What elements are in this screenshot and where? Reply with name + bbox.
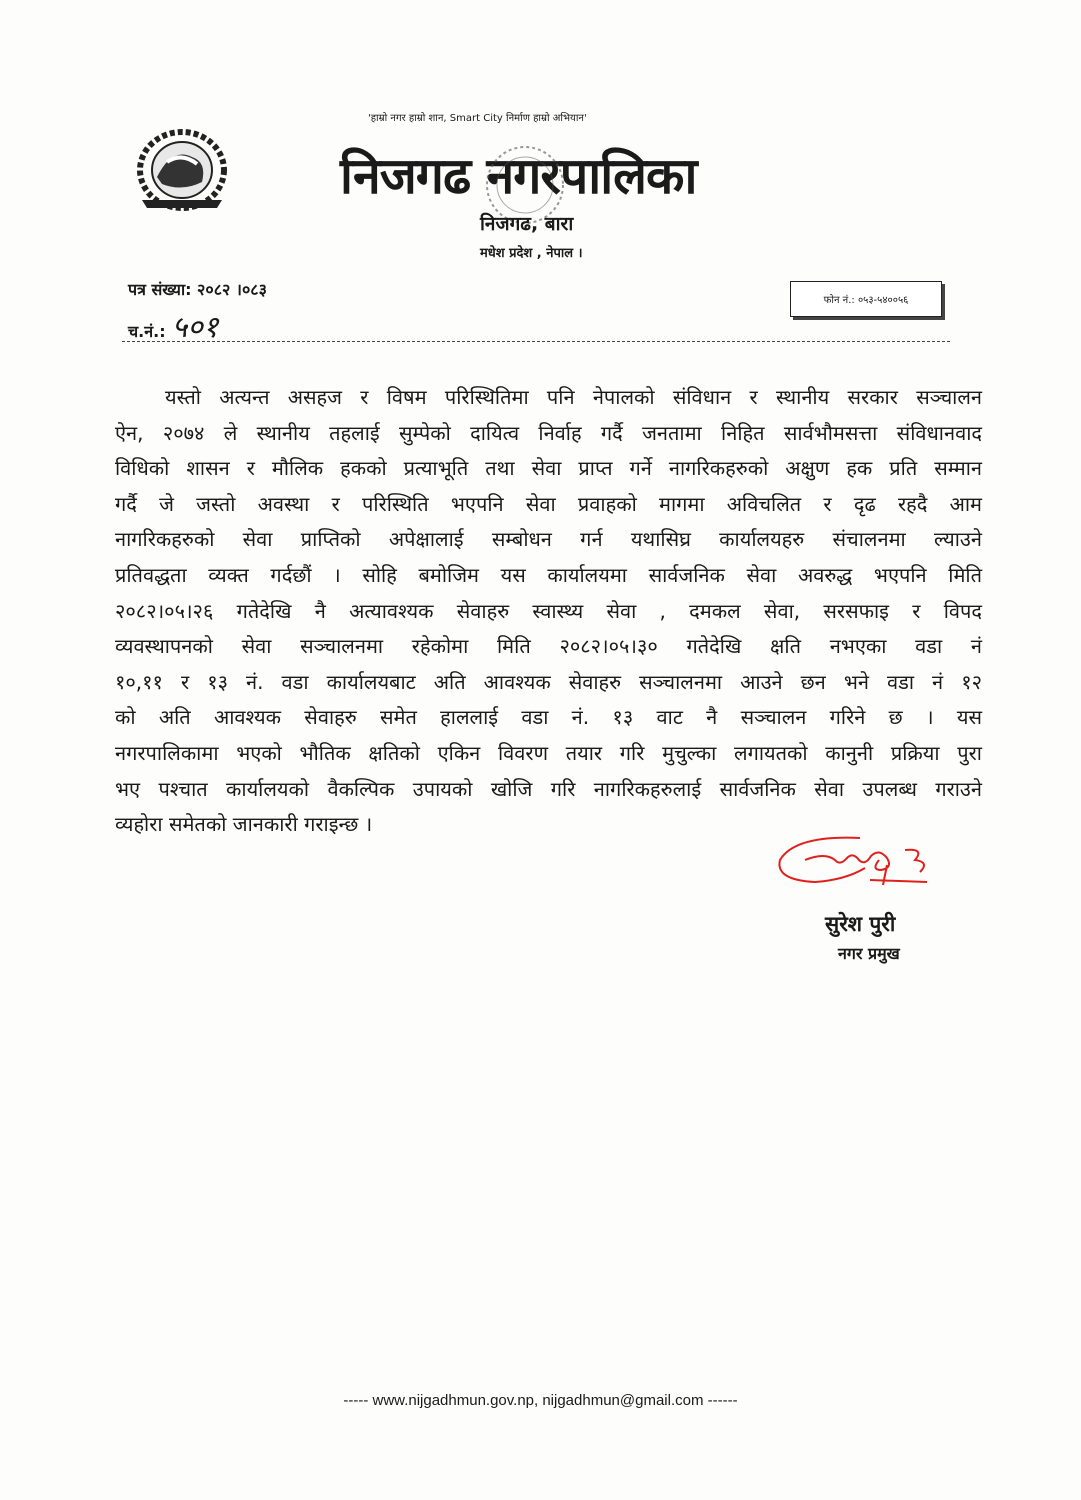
- dispatch-label: च.नं.:: [128, 322, 166, 341]
- letter-body: [115, 380, 982, 843]
- signatory-title: नगर प्रमुख: [838, 944, 900, 963]
- body-line: यस्तो अत्यन्त असहज र विषम परिस्थितिमा पनि नेपालको संविधान र स्थानीय सरकार सञ्चालन: [165, 385, 982, 409]
- body-line: को अति आवश्यक सेवाहरु समेत हाललाई वडा नं. १३ वाट नै सञ्चालन गरिने छ । यस: [115, 705, 982, 730]
- body-line: नगरपालिकामा भएको भौतिक क्षतिको एकिन विवरण तयार गरि मुचुल्का लगायतको कानुनी प्रक्रिया पुरा: [115, 740, 982, 765]
- office-name: निजगढ नगरपालिका: [340, 147, 697, 205]
- office-province: मधेश प्रदेश , नेपाल ।: [480, 246, 583, 261]
- body-line: भए पश्चात कार्यालयको वैकल्पिक उपायको खोजि गरि नागरिकहरुलाई सार्वजनिक सेवा उपलब्ध गराउने: [115, 776, 982, 801]
- nepal-emblem-logo: [122, 122, 242, 212]
- body-line: २०८२।०५।२६ गतेदेखि नै अत्यावश्यक सेवाहरु स्वास्थ्य सेवा , दमकल सेवा, सरसफाइ र विपद: [115, 598, 982, 623]
- letter-number: पत्र संख्या: २०८२ ।०८३: [128, 280, 267, 299]
- dispatch-number: [128, 305, 218, 346]
- office-location: निजगढ, बारा: [480, 213, 574, 235]
- footer-contact: ----- www.nijgadhmun.gov.np, nijgadhmun@gmail.com ------: [343, 1392, 738, 1409]
- body-line: १०,११ र १३ नं. वडा कार्यालयबाट अति आवश्यक सेवाहरु सञ्चालनमा आउने छन भने वडा नं १२: [115, 669, 982, 694]
- signature: [775, 830, 975, 895]
- body-line: प्रतिवद्धता व्यक्त गर्दछौं । सोहि बमोजिम यस कार्यालयमा सार्वजनिक सेवा अवरुद्ध भएपनि मिति: [115, 562, 982, 587]
- header-divider: [122, 341, 950, 342]
- body-line: नागरिकहरुको सेवा प्राप्तिको अपेक्षालाई सम्बोधन गर्न यथासिघ्र कार्यालयहरु संचालनमा ल्याउने: [115, 527, 982, 552]
- body-line: ऐन, २०७४ ले स्थानीय तहलाई सुम्पेको दायित्व निर्वाह गर्दै जनतामा निहित सार्वभौमसत्ता संविधानवाद: [115, 420, 982, 445]
- phone-box: फोन नं.: ०५३-५४००५६: [790, 281, 942, 317]
- dispatch-value: ५०१: [171, 310, 219, 345]
- slogan: 'हाम्रो नगर हाम्रो शान, Smart City निर्माण हाम्रो अभियान': [368, 113, 587, 124]
- signatory-name: सुरेश पुरी: [825, 912, 896, 936]
- body-line: व्यवस्थापनको सेवा सञ्चालनमा रहेकोमा मिति २०८२।०५।३० गतेदेखि क्षति नभएका वडा नं: [115, 634, 982, 659]
- body-line: गर्दै जे जस्तो अवस्था र परिस्थिति भएपनि सेवा प्रवाहको मागमा अविचलित र दृढ रहदै आम: [115, 491, 982, 516]
- body-line: व्यहोरा समेतको जानकारी गराइन्छ ।: [115, 812, 373, 837]
- body-line: विधिको शासन र मौलिक हकको प्रत्याभूति तथा सेवा प्राप्त गर्ने नागरिकहरुको अक्षुण हक प्रति सम्मान: [115, 456, 982, 481]
